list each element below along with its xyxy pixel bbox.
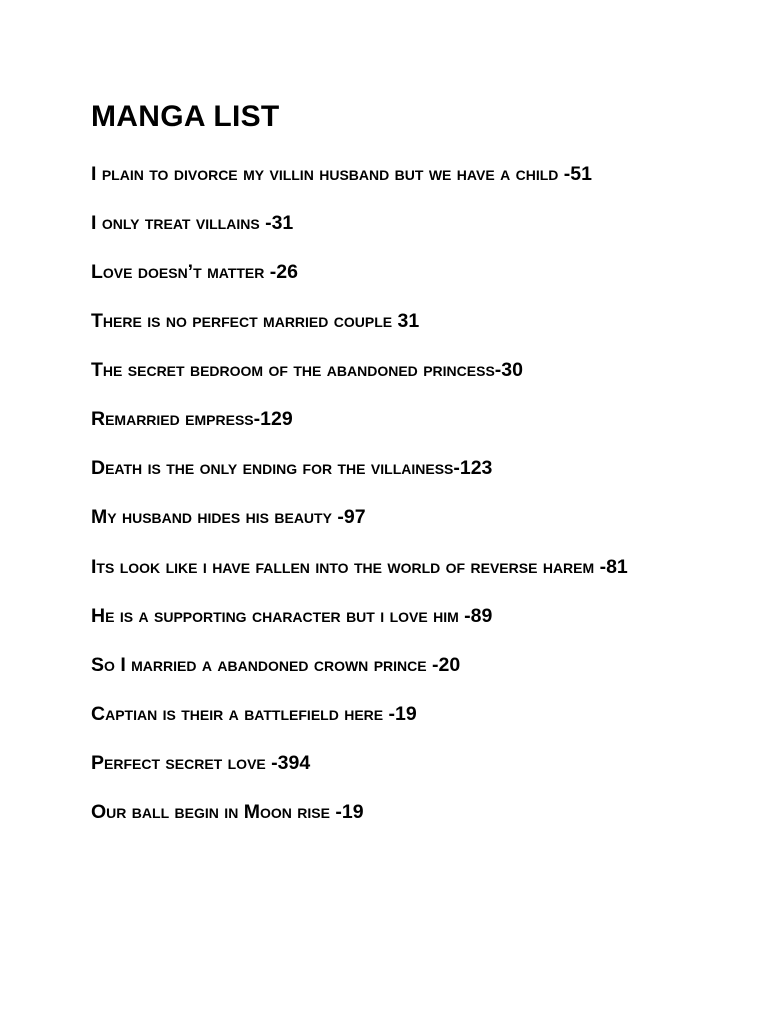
list-item: Perfect secret love -394	[91, 752, 311, 774]
list-item: There is no perfect married couple 31	[91, 310, 420, 332]
list-item: Love doesn’t matter -26	[91, 261, 298, 283]
list-item: Our ball begin in Moon rise -19	[91, 801, 364, 823]
list-item: I plain to divorce my villin husband but we have a child -51	[91, 163, 592, 185]
list-item: Captian is their a battlefield here -19	[91, 703, 417, 725]
list-item: Death is the only ending for the villainess-123	[91, 457, 493, 479]
list-item: I only treat villains -31	[91, 212, 294, 234]
list-item: Its look like i have fallen into the world of reverse harem -81	[91, 556, 628, 578]
manga-list	[91, 156, 691, 844]
list-item: My husband hides his beauty -97	[91, 506, 366, 528]
page-title: MANGA LIST	[91, 100, 280, 133]
list-item: The secret bedroom of the abandoned princess-30	[91, 359, 523, 381]
list-item: So I married a abandoned crown prince -20	[91, 654, 461, 676]
list-item: Remarried empress-129	[91, 408, 293, 430]
list-item: He is a supporting character but i love him -89	[91, 605, 493, 627]
